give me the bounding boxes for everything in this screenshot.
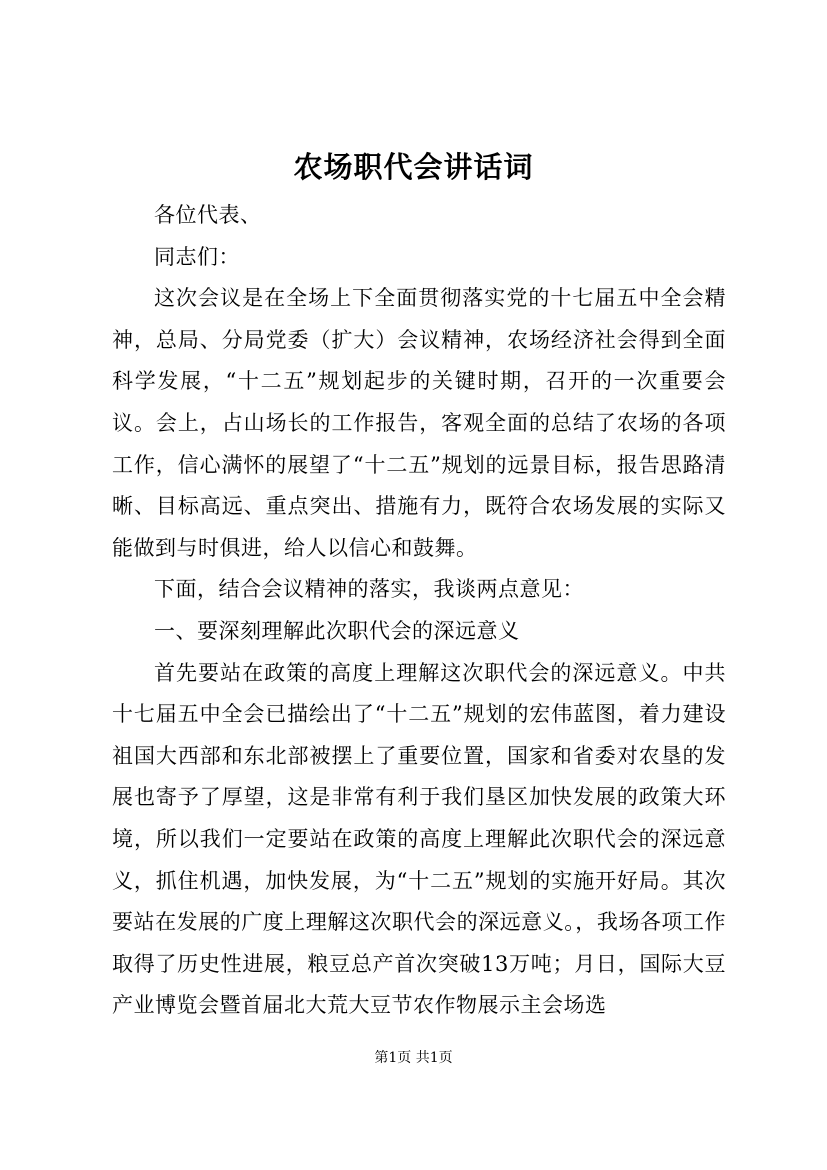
paragraph-transition: 下面，结合会议精神的落实，我谈两点意见： [154,577,584,602]
paragraph-salutation-1: 各位代表、 [154,203,262,227]
document-body [112,195,726,1027]
document-title: 农场职代会讲话词 [293,150,534,184]
paragraph-intro: 这次会议是在全场上下全面贯彻落实党的十七届五中全会精神，总局、分局党委（扩大）会议精神，农场经济社会得到全面科学发展，“十二五”规划起步的关键时期，召开的一次重要会议。会上，占山场长的工作报告，客观全面的总结了农场的各项工作，信心满怀的展望了“十二五”规划的远景目标，报告思路清晰、目标高远、重点突出、措施有力，既符合农场发展的实际又能做到与时俱进，给人以信心和鼓舞。 [112,286,726,560]
paragraph-salutation-2: 同志们： [154,244,240,269]
paragraph-significance: 首先要站在政策的高度上理解这次职代会的深远意义。中共十七届五中全会已描绘出了“十二五”规划的宏伟蓝图，着力建设祖国大西部和东北部被摆上了重要位置，国家和省委对农垦的发展也寄予了厚望，这是非常有利于我们垦区加快发展的政策大环境，所以我们一定要站在政策的高度上理解此次职代会的深远意义，抓住机遇，加快发展，为“十二五”规划的实施开好局。其次要站在发展的广度上理解这次职代会的深远意义。，我场各项工作取得了历史性进展，粮豆总产首次突破13万吨；月日，国际大豆产业博览会暨首届北大荒大豆节农作物展示主会场选 [112,660,726,1018]
page-footer: 第1页 共1页 [374,1050,453,1066]
section-heading-1: 一、要深刻理解此次职代会的深远意义 [154,618,520,643]
